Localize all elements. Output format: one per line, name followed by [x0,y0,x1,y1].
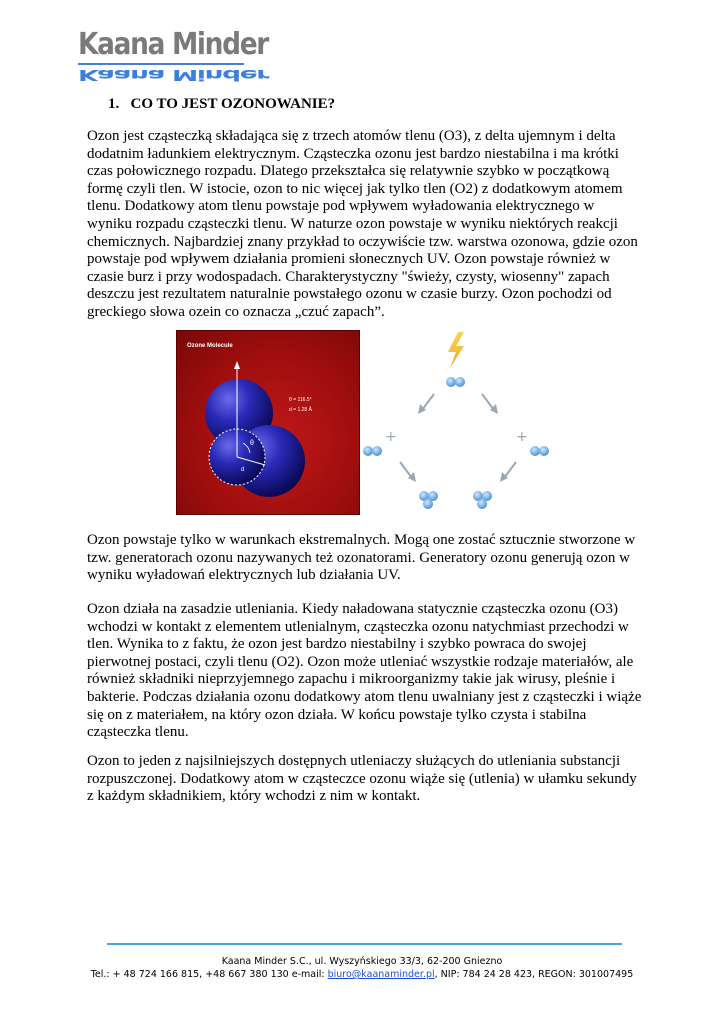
arrow-icon [400,462,412,478]
footer-ids: , NIP: 784 24 28 423, REGON: 301007495 [434,969,634,980]
arrow-icon [422,394,434,410]
logo-reflection [78,66,268,84]
oxygen-pair-right [530,446,540,456]
paragraph-generators: Ozon powstaje tylko w warunkach ekstremalnych. Mogą one zostać sztucznie stworzone w tzw. generatorach ozonu nazywanych też ozonatorami. Generatory ozonu generują ozon w wyniku wyładowań elektrycznych lub działania UV. [87,532,636,584]
email-link[interactable]: biuro@kaanaminder.pl [327,969,435,980]
company-logo [78,27,268,86]
plus-right: + [516,429,528,445]
d-symbol: d [241,467,245,473]
section-heading [108,95,335,113]
section-title: CO TO JEST OZONOWANIE? [130,96,336,112]
oxygen-pair-left [363,446,373,456]
lightning-icon [448,332,464,368]
ozone-formation-diagram [360,330,555,515]
distance-value: d = 1.28 Å [289,407,312,413]
oxygen-pair-top [446,377,456,387]
section-number: 1. [108,96,120,112]
ozone-formation-svg [360,330,555,515]
plus-left: + [385,429,397,445]
axis-arrow [234,361,240,369]
ozone-molecule-figure [176,330,360,515]
footer-phones: Tel.: + 48 724 166 815, +48 667 380 130 e-mail: [90,969,328,980]
ozone-molecule-svg [177,331,359,514]
footer-address: Kaana Minder S.C., ul. Wyszyńskiego 33/3, 62-200 Gniezno [221,956,503,967]
footer-contact [0,968,724,981]
arrow-icon [482,394,494,410]
logo-underline [78,63,244,65]
logo-text: Kaana Minder [78,27,268,62]
logo-reflection-text: Kaana Minder [78,66,268,84]
arrow-icon [504,462,516,478]
footer-divider [107,943,622,945]
angle-value: θ = 116.5° [289,397,312,403]
theta-symbol: θ [250,440,254,447]
paragraph-oxidizer: Ozon to jeden z najsilniejszych dostępnych utleniaczy służących do utleniania substancji rozpuszczonej. Dodatkowy atom w cząsteczce ozonu wiąże się (utlenia) w ułamku sekundy z każdym składnikiem, który wchodzi z nim w kontakt. [87,753,637,805]
paragraph-intro: Ozon jest cząsteczką składająca się z trzech atomów tlenu (O3), z delta ujemnym i delta dodatnim ładunkiem elektrycznym. Cząsteczka ozonu jest bardzo niestabilna i ma krótki czas połowicznego rozpadu. Dlatego przekształca się relatywnie szybko w początkową formę czyli tlen. W istocie, ozon to nic więcej jak tylko tlen (O2) z dodatkowym atomem tlenu. Dodatkowy atom tlenu powstaje pod wpływem wyładowania elektrycznego w wyniku rozpadu cząsteczki tlenu. W naturze ozon powstaje w wyniku niektórych reakcji chemicznych. Najbardziej znany przykład to oczywiście tzw. warstwa ozonowa, gdzie ozon powstaje pod wpływem działania promieni słonecznych UV. Ozon powstaje również w czasie burz i przy wodospadach. Charakterystyczny "świeży, czysty, wiosenny" zapach deszczu jest rezultatem naturalnie powstałego ozonu w czasie burzy. Ozon pochodzi od greckiego słowa ozein co oznacza „czuć zapach”. [87,128,638,320]
paragraph-oxidation: Ozon działa na zasadzie utleniania. Kiedy naładowana statycznie cząsteczka ozonu (O3) wchodzi w kontakt z elementem utlenialnym, cząsteczka ozonu natychmiast przechodzi w tlen. Wynika to z faktu, że ozon jest bardzo niestabilny i szybko powraca do swojej pierwotnej postaci, czyli tlenu (O2). Ozon może utleniać wszystkie rodzaje materiałów, ale również składniki nieprzyjemnego zapachu i mikroorganizmy takie jak wirusy, pleśnie i bakterie. Podczas działania ozonu dodatkowy atom tlenu uwalniany jest z cząsteczki i wiąże się on z materiałem, na który ozon działa. W końcu powstaje tylko czysta i stabilna cząsteczka tlenu. [87,601,642,741]
figure-title: Ozone Molecule [187,343,233,349]
